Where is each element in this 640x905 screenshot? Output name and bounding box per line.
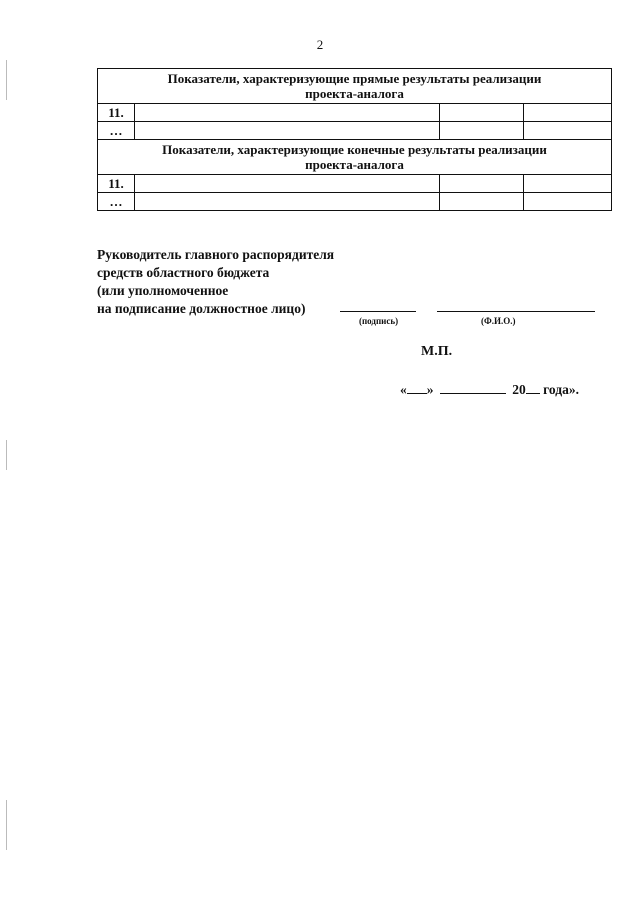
- section-heading-row: [98, 140, 612, 175]
- month-blank: [440, 393, 506, 394]
- name-caption: (Ф.И.О.): [481, 316, 516, 326]
- scan-edge-mark: [6, 60, 7, 100]
- table-cell: [135, 175, 440, 193]
- row-number: 11.: [98, 175, 135, 193]
- row-number: 11.: [98, 104, 135, 122]
- section-heading-line: проекта-аналога: [305, 86, 404, 101]
- table-cell: [440, 104, 524, 122]
- table-row: [98, 175, 612, 193]
- section-heading-line: Показатели, характеризующие прямые результаты реализации: [167, 71, 542, 86]
- signatory-title-line: средств областного бюджета: [97, 265, 270, 280]
- section-heading-row: [98, 69, 612, 104]
- row-number: …: [98, 193, 135, 211]
- signature-line: [340, 311, 416, 312]
- section-heading-line: проекта-аналога: [305, 157, 404, 172]
- row-number: …: [98, 122, 135, 140]
- table-row: [98, 122, 612, 140]
- section-heading-final: [98, 140, 612, 175]
- table-cell: [524, 193, 612, 211]
- signature-block: [97, 246, 334, 318]
- table-cell: [135, 104, 440, 122]
- table-cell: [524, 175, 612, 193]
- table-cell: [135, 193, 440, 211]
- signatory-title-line: на подписание должностное лицо): [97, 301, 306, 316]
- scan-edge-mark: [6, 440, 7, 470]
- indicators-table: [97, 68, 612, 211]
- stamp-placeholder: М.П.: [421, 344, 453, 359]
- day-blank: [407, 393, 427, 394]
- signatory-title-line: (или уполномоченное: [97, 283, 229, 298]
- section-heading-line: Показатели, характеризующие конечные результаты реализации: [162, 142, 547, 157]
- date-line: [400, 382, 579, 398]
- year-prefix: 20: [512, 382, 526, 397]
- table-cell: [440, 193, 524, 211]
- table-row: [98, 193, 612, 211]
- signatory-title-line: Руководитель главного распорядителя: [97, 247, 335, 262]
- scan-edge-mark: [6, 800, 7, 850]
- name-line: [437, 311, 595, 312]
- table-cell: [524, 122, 612, 140]
- date-open-quote: «: [400, 382, 407, 397]
- year-suffix: года».: [543, 382, 579, 397]
- table-cell: [135, 122, 440, 140]
- section-heading-direct: [98, 69, 612, 104]
- date-close-quote: »: [426, 382, 434, 397]
- table-cell: [440, 175, 524, 193]
- page-number: 2: [316, 37, 324, 52]
- signature-caption: (подпись): [359, 316, 399, 326]
- table-row: [98, 104, 612, 122]
- table-cell: [440, 122, 524, 140]
- table-cell: [524, 104, 612, 122]
- year-blank: [526, 393, 540, 394]
